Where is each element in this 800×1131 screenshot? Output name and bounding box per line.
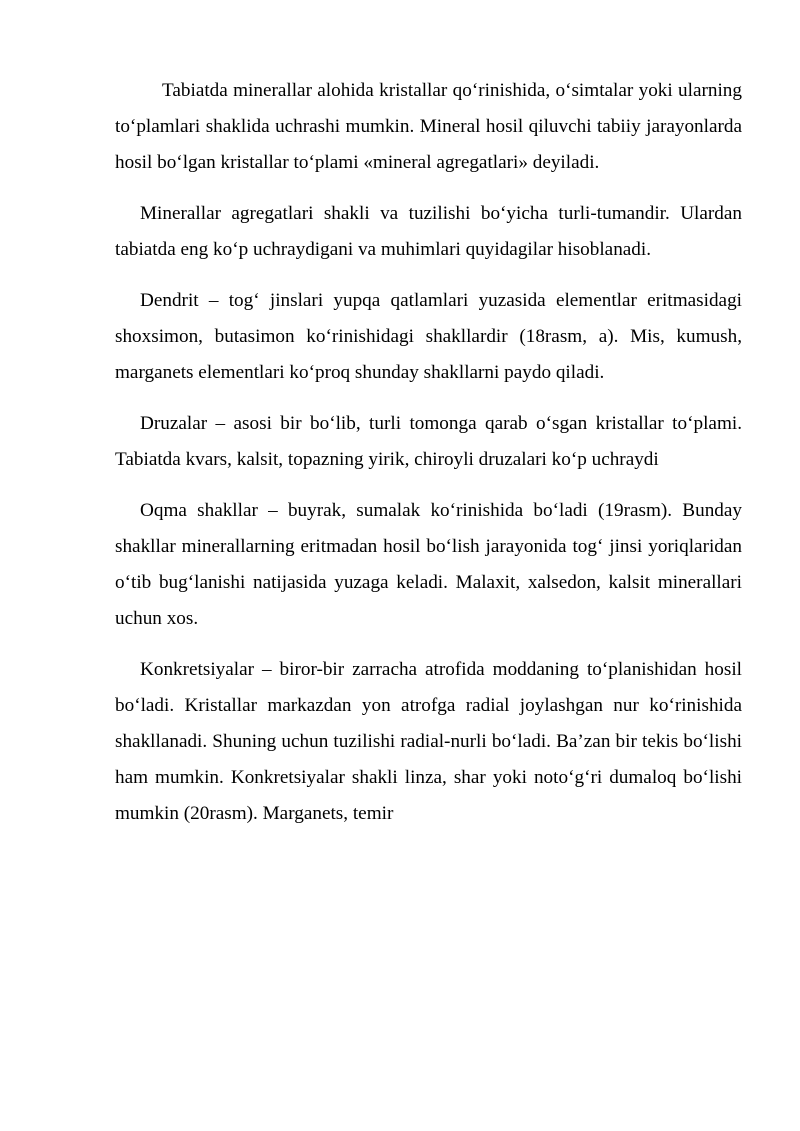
paragraph-dendrit: Dendrit – tog‘ jinslari yupqa qatlamlari yuzasida elementlar eritmasidagi shoxsimon, butasimon ko‘rinishidagi shakllardir (18rasm, a). Mis, kumush, marganets elementlari ko‘proq shunday shakllarni paydo qiladi. — [115, 290, 742, 383]
paragraph-aggregate-types: Minerallar agregatlari shakli va tuzilishi bo‘yicha turli-tumandir. Ulardan tabiatda eng ko‘p uchraydigani va muhimlari quyidagilar hisoblanadi. — [115, 203, 742, 260]
paragraph-konkretsiyalar: Konkretsiyalar – biror-bir zarracha atrofida moddaning to‘planishidan hosil bo‘ladi. Kristallar markazdan yon atrofga radial joylashgan nur ko‘rinishida shakllanadi. Shuning uchun tuzilishi radial-nurli bo‘ladi. Ba’zan bir tekis bo‘lishi ham mumkin. Konkretsiyalar shakli linza, shar yoki noto‘g‘ri dumaloq bo‘lishi mumkin (20rasm). Marganets, temir — [115, 659, 742, 824]
paragraph-oqma-shakllar: Oqma shakllar – buyrak, sumalak ko‘rinishida bo‘ladi (19rasm). Bunday shakllar minerallarning eritmadan hosil bo‘lish jarayonida tog‘ jinsi yoriqlaridan o‘tib bug‘lanishi natijasida yuzaga keladi. Malaxit, xalsedon, kalsit minerallari uchun xos. — [115, 500, 742, 629]
body-text — [115, 73, 742, 847]
paragraph-druzalar: Druzalar – asosi bir bo‘lib, turli tomonga qarab o‘sgan kristallar to‘plami. Tabiatda kvars, kalsit, topazning yirik, chiroyli druzalari ko‘p uchraydi — [115, 413, 742, 470]
paragraph-mineral-aggregates: Tabiatda minerallar alohida kristallar qo‘rinishida, o‘simtalar yoki ularning to‘plamlari shaklida uchrashi mumkin. Mineral hosil qiluvchi tabiiy jarayonlarda hosil bo‘lgan kristallar to‘plami «mineral agregatlari» deyiladi. — [115, 80, 742, 173]
